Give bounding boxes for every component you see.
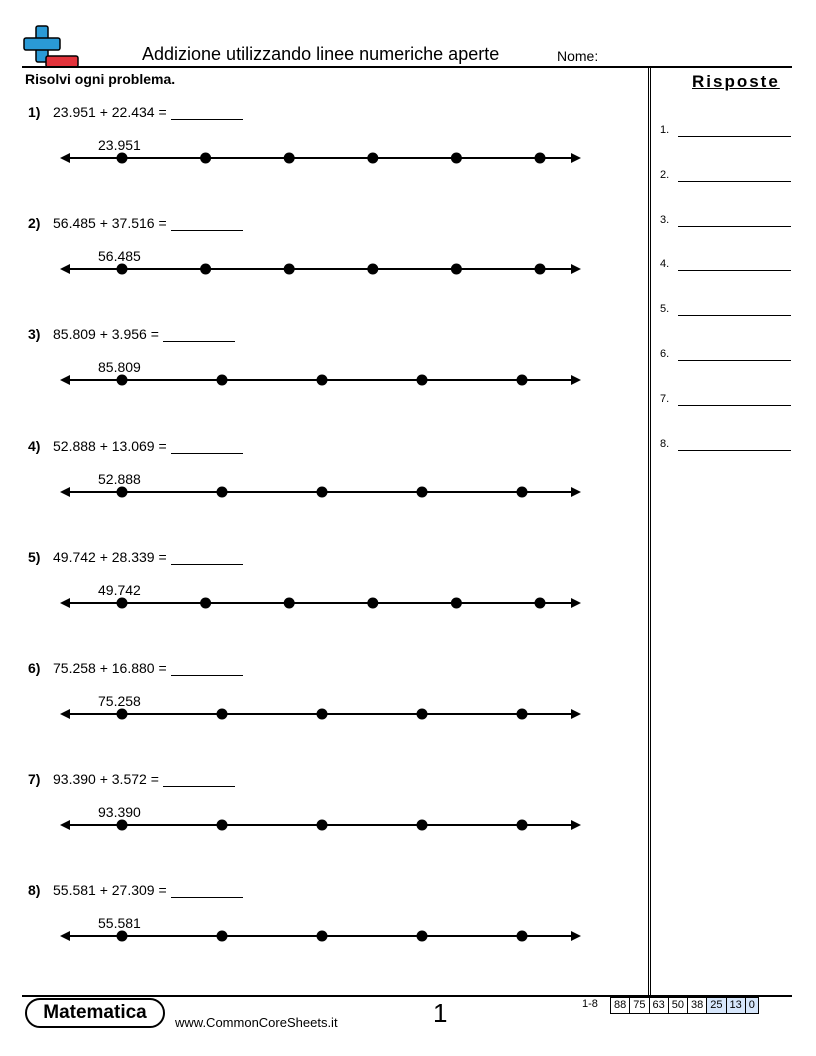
score-cell: 0 bbox=[746, 998, 758, 1013]
answer-label: 1. bbox=[660, 124, 670, 136]
score-cell: 75 bbox=[630, 998, 649, 1013]
brand-badge: Matematica bbox=[25, 998, 165, 1028]
right-arrow-icon bbox=[571, 820, 581, 830]
site-url: www.CommonCoreSheets.it bbox=[175, 1015, 338, 1030]
left-arrow-icon bbox=[60, 820, 70, 830]
left-arrow-icon bbox=[60, 153, 70, 163]
problem-number: 7) bbox=[28, 771, 41, 788]
answer-label: 5. bbox=[660, 303, 670, 316]
problem-number: 8) bbox=[28, 882, 41, 899]
number-line-dot bbox=[367, 153, 378, 164]
left-arrow-icon bbox=[60, 264, 70, 274]
page-number: 1 bbox=[433, 998, 448, 1028]
number-line-dot bbox=[535, 264, 546, 275]
answer-label: 2. bbox=[660, 168, 670, 181]
expression-text: 55.581 + 27.309 = bbox=[53, 882, 167, 899]
answer-row-6 bbox=[660, 348, 795, 366]
problem-6 bbox=[0, 660, 640, 760]
problem-5 bbox=[0, 549, 640, 649]
problem-1 bbox=[0, 104, 640, 204]
answer-row-8 bbox=[660, 438, 795, 456]
problem-number: 2) bbox=[28, 215, 41, 232]
answer-label: 3. bbox=[660, 213, 670, 226]
answer-label: 6. bbox=[660, 348, 670, 360]
number-line-dot bbox=[217, 931, 228, 942]
left-arrow-icon bbox=[60, 375, 70, 385]
number-line-dot bbox=[117, 153, 128, 164]
answer-blank[interactable] bbox=[163, 772, 235, 787]
answer-line[interactable] bbox=[678, 450, 791, 451]
problem-3 bbox=[0, 326, 640, 426]
answer-line[interactable] bbox=[678, 315, 791, 316]
answer-label: 8. bbox=[660, 437, 670, 450]
number-line bbox=[60, 366, 585, 386]
answer-blank[interactable] bbox=[171, 550, 243, 565]
answer-row-4 bbox=[660, 258, 795, 276]
problem-4 bbox=[0, 438, 640, 538]
right-arrow-icon bbox=[571, 931, 581, 941]
start-value-label: 52.888 bbox=[98, 470, 141, 487]
expression-text: 23.951 + 22.434 = bbox=[53, 104, 167, 120]
left-arrow-icon bbox=[60, 487, 70, 497]
expression-text: 49.742 + 28.339 = bbox=[53, 548, 167, 565]
problem-expression bbox=[53, 771, 235, 787]
number-line-dot bbox=[451, 264, 462, 275]
number-line-dot bbox=[367, 597, 378, 608]
number-line-dot bbox=[317, 486, 328, 497]
number-line-dot bbox=[417, 486, 428, 497]
right-arrow-icon bbox=[571, 153, 581, 163]
number-line-dot bbox=[451, 597, 462, 608]
number-line-dot bbox=[451, 153, 462, 164]
number-line-dot bbox=[200, 153, 211, 164]
answer-row-2 bbox=[660, 169, 795, 187]
number-line bbox=[60, 589, 585, 609]
expression-text: 56.485 + 37.516 = bbox=[53, 215, 167, 232]
number-line-dot bbox=[284, 153, 295, 164]
problem-number: 3) bbox=[28, 326, 41, 343]
number-line-dot bbox=[117, 597, 128, 608]
number-line-dot bbox=[217, 375, 228, 386]
number-line-dot bbox=[117, 375, 128, 386]
problem-expression bbox=[53, 660, 243, 676]
instructions: Risolvi ogni problema. bbox=[25, 71, 176, 87]
name-label: Nome: bbox=[557, 48, 599, 64]
column-divider bbox=[648, 66, 651, 995]
answer-row-1 bbox=[660, 124, 795, 142]
number-line-dot bbox=[117, 820, 128, 831]
number-line-dot bbox=[317, 931, 328, 942]
left-arrow-icon bbox=[60, 598, 70, 608]
number-line bbox=[60, 922, 585, 942]
start-value-label: 75.258 bbox=[98, 693, 141, 709]
expression-text: 52.888 + 13.069 = bbox=[53, 437, 167, 454]
start-value-label: 55.581 bbox=[98, 915, 141, 932]
logo-plus-minus-icon bbox=[22, 24, 82, 70]
answer-blank[interactable] bbox=[171, 883, 243, 898]
number-line-dot bbox=[317, 375, 328, 386]
number-line-dot bbox=[200, 597, 211, 608]
problem-8 bbox=[0, 882, 640, 982]
score-range-label: 1-8 bbox=[582, 998, 598, 1010]
worksheet-title: Addizione utilizzando linee numeriche aperte bbox=[142, 44, 500, 64]
score-cell: 63 bbox=[650, 998, 669, 1013]
number-line-dot bbox=[517, 820, 528, 831]
answer-row-3 bbox=[660, 214, 795, 232]
start-value-label: 85.809 bbox=[98, 359, 141, 376]
answer-line[interactable] bbox=[678, 270, 791, 271]
answer-line[interactable] bbox=[678, 405, 791, 406]
problem-expression bbox=[53, 438, 243, 454]
answers-title: Risposte bbox=[692, 72, 780, 91]
answer-blank[interactable] bbox=[171, 105, 243, 120]
start-value-label: 56.485 bbox=[98, 248, 141, 265]
score-cell: 38 bbox=[688, 998, 707, 1013]
number-line bbox=[60, 811, 585, 831]
answer-blank[interactable] bbox=[171, 216, 243, 231]
score-table bbox=[610, 997, 759, 1014]
answer-line[interactable] bbox=[678, 360, 791, 361]
left-arrow-icon bbox=[60, 709, 70, 719]
number-line-dot bbox=[535, 153, 546, 164]
problem-expression bbox=[53, 215, 243, 231]
number-line bbox=[60, 478, 585, 498]
number-line-dot bbox=[517, 486, 528, 497]
answer-blank[interactable] bbox=[171, 439, 243, 454]
number-line-dot bbox=[317, 820, 328, 831]
number-line-dot bbox=[517, 709, 528, 720]
answer-line[interactable] bbox=[678, 226, 791, 227]
number-line-dot bbox=[217, 486, 228, 497]
number-line-dot bbox=[517, 375, 528, 386]
answer-row-5 bbox=[660, 303, 795, 321]
problem-number: 1) bbox=[28, 104, 41, 120]
right-arrow-icon bbox=[571, 264, 581, 274]
answer-line[interactable] bbox=[678, 181, 791, 182]
score-cell: 50 bbox=[669, 998, 688, 1013]
number-line-dot bbox=[217, 709, 228, 720]
header-rule bbox=[22, 66, 792, 68]
problem-7 bbox=[0, 771, 640, 871]
problem-number: 6) bbox=[28, 660, 41, 676]
number-line-dot bbox=[417, 820, 428, 831]
problem-expression bbox=[53, 326, 235, 342]
number-line bbox=[60, 700, 585, 720]
number-line-dot bbox=[117, 486, 128, 497]
expression-text: 85.809 + 3.956 = bbox=[53, 326, 159, 343]
number-line-dot bbox=[417, 931, 428, 942]
number-line bbox=[60, 144, 585, 164]
number-line-dot bbox=[535, 597, 546, 608]
left-arrow-icon bbox=[60, 931, 70, 941]
answer-line[interactable] bbox=[678, 136, 791, 137]
number-line-dot bbox=[217, 820, 228, 831]
problem-number: 5) bbox=[28, 548, 41, 565]
right-arrow-icon bbox=[571, 709, 581, 719]
answer-blank[interactable] bbox=[171, 661, 243, 676]
score-cell: 25 bbox=[707, 998, 726, 1013]
answer-label: 4. bbox=[660, 258, 670, 271]
right-arrow-icon bbox=[571, 598, 581, 608]
number-line-dot bbox=[317, 709, 328, 720]
number-line-dot bbox=[117, 709, 128, 720]
number-line bbox=[60, 255, 585, 275]
right-arrow-icon bbox=[571, 375, 581, 385]
expression-text: 93.390 + 3.572 = bbox=[53, 771, 159, 788]
right-arrow-icon bbox=[571, 487, 581, 497]
problem-expression bbox=[53, 104, 243, 120]
number-line-dot bbox=[284, 597, 295, 608]
number-line-dot bbox=[117, 264, 128, 275]
number-line-dot bbox=[200, 264, 211, 275]
number-line-dot bbox=[517, 931, 528, 942]
start-value-label: 49.742 bbox=[98, 581, 141, 598]
problem-expression bbox=[53, 549, 243, 565]
problem-number: 4) bbox=[28, 437, 41, 454]
number-line-dot bbox=[367, 264, 378, 275]
answer-label: 7. bbox=[660, 392, 670, 405]
answer-row-7 bbox=[660, 393, 795, 411]
start-value-label: 93.390 bbox=[98, 804, 141, 821]
expression-text: 75.258 + 16.880 = bbox=[53, 660, 167, 676]
problem-2 bbox=[0, 215, 640, 315]
number-line-dot bbox=[117, 931, 128, 942]
score-cell: 13 bbox=[727, 998, 746, 1013]
number-line-dot bbox=[284, 264, 295, 275]
score-cell: 88 bbox=[611, 998, 630, 1013]
number-line-dot bbox=[417, 375, 428, 386]
number-line-dot bbox=[417, 709, 428, 720]
problem-expression bbox=[53, 882, 243, 898]
answer-blank[interactable] bbox=[163, 327, 235, 342]
start-value-label: 23.951 bbox=[98, 137, 141, 153]
